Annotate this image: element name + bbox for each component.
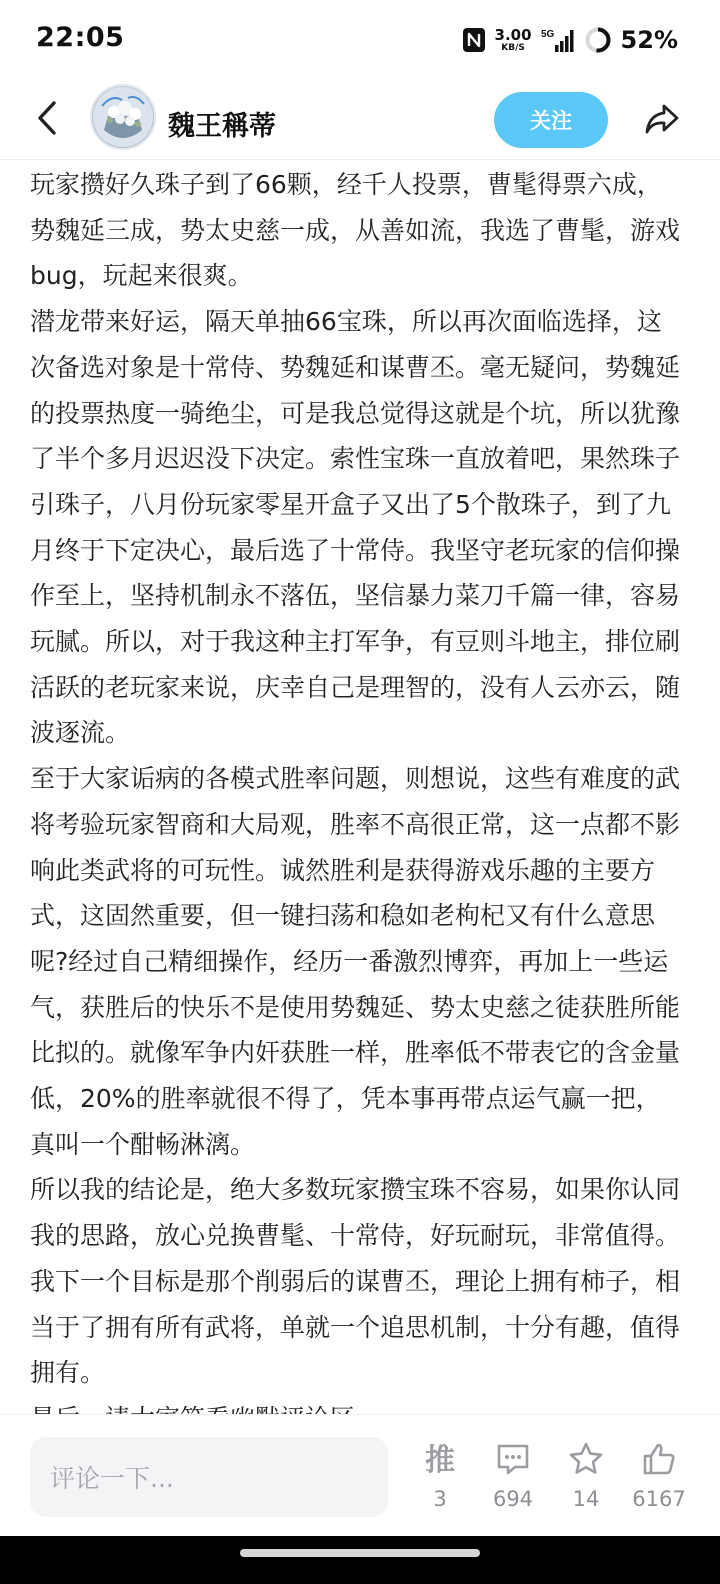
comment-icon — [495, 1441, 531, 1477]
recommend-button[interactable] — [405, 1441, 475, 1511]
home-indicator[interactable] — [240, 1549, 480, 1557]
comment-placeholder: 评论一下... — [50, 1464, 174, 1493]
post-content — [30, 162, 680, 1412]
comment-input[interactable] — [30, 1437, 388, 1517]
recommend-count: 3 — [433, 1487, 447, 1511]
user-name[interactable]: 魏王稱蒂 — [168, 111, 276, 142]
post-header — [0, 80, 720, 160]
status-indicators — [462, 22, 678, 58]
follow-button[interactable]: 关注 — [494, 92, 608, 148]
bottom-action-bar — [0, 1414, 720, 1536]
thumbs-up-icon — [641, 1441, 677, 1477]
avatar-flower-image — [92, 86, 154, 148]
back-arrow-icon[interactable] — [32, 98, 62, 138]
nfc-icon — [462, 27, 486, 53]
recommend-icon — [422, 1441, 458, 1477]
like-button[interactable] — [624, 1441, 694, 1511]
post-paragraph: 潜龙带来好运，隔天单抽66宝珠，所以再次面临选择，这次备选对象是十常侍、势魏延和谋曹丕。毫无疑问，势魏延的投票热度一骑绝尘，可是我总觉得这就是个坑，所以犹豫了半个多月迟迟没下决定。索性宝珠一直放着吧，果然珠子引珠子，八月份玩家零星开盒子又出了5个散珠子，到了九月终于下定决心，最后选了十常侍。我坚守老玩家的信仰操作至上，坚持机制永不落伍，坚信暴力菜刀千篇一律，容易玩腻。所以，对于我这种主打军争，有豆则斗地主，排位刷活跃的老玩家来说，庆幸自己是理智的，没有人云亦云，随波逐流。 — [30, 307, 681, 748]
system-navigation-bar — [0, 1536, 720, 1584]
svg-text:推: 推 — [425, 1443, 455, 1478]
battery-percent: 52% — [620, 26, 678, 54]
comment-count: 694 — [492, 1487, 534, 1511]
status-bar — [0, 0, 720, 80]
user-avatar[interactable] — [90, 84, 156, 150]
favorite-count: 14 — [572, 1487, 600, 1511]
like-count: 6167 — [632, 1487, 686, 1511]
battery-icon — [584, 26, 612, 54]
post-paragraph: 至于大家诟病的各模式胜率问题，则想说，这些有难度的武将考验玩家智商和大局观，胜率不高很正常，这一点都不影响此类武将的可玩性。诚然胜利是获得游戏乐趣的主要方式，这固然重要，但一键扫荡和稳如老枸杞又有什么意思呢?经过自己精细操作，经历一番激烈博弈，再加上一些运气，获胜后的快乐不是使用势魏延、势太史慈之徒获胜所能比拟的。就像军争内奸获胜一样，胜率低不带表它的含金量低，20%的胜率就很不得了，凭本事再带点运气赢一把，真叫一个酣畅淋漓。 — [30, 764, 681, 1159]
post-paragraph: 玩家攒好久珠子到了66颗，经千人投票，曹髦得票六成，势魏延三成，势太史慈一成，从善如流，我选了曹髦，游戏bug，玩起来很爽。 — [30, 170, 681, 291]
comment-button[interactable] — [478, 1441, 548, 1511]
favorite-button[interactable] — [551, 1441, 621, 1511]
status-time: 22:05 — [36, 22, 125, 53]
signal-5g-icon — [541, 27, 575, 53]
network-speed-unit: KB/S — [501, 42, 525, 53]
network-speed-value: 3.00 — [494, 25, 532, 44]
network-speed — [494, 25, 532, 53]
star-icon — [568, 1441, 604, 1477]
post-paragraph: 所以我的结论是，绝大多数玩家攒宝珠不容易，如果你认同我的思路，放心兑换曹髦、十常侍，好玩耐玩，非常值得。我下一个目标是那个削弱后的谋曹丕，理论上拥有柿子，相当于了拥有所有武将，单就一个追思机制，十分有趣，值得拥有。 — [30, 1175, 681, 1388]
network-type: 5G — [540, 29, 554, 40]
share-icon[interactable] — [644, 102, 680, 136]
